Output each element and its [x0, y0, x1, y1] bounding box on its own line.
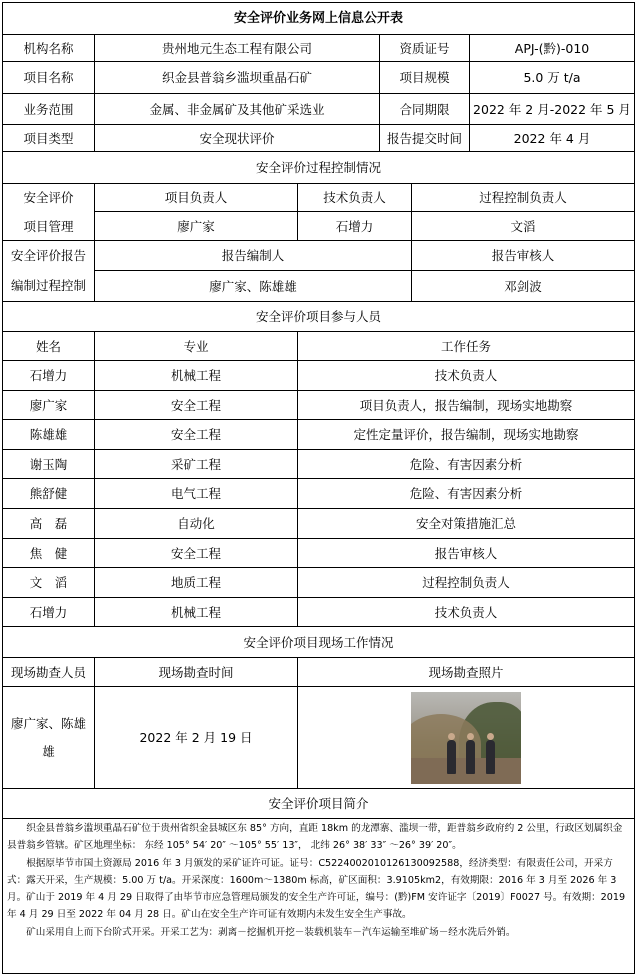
time-header: 现场勘查时间 [94, 657, 298, 687]
scope-label: 业务范围 [2, 93, 95, 125]
report-label-line1: 安全评价报告 [10, 248, 86, 263]
member-name-cell: 焦 健 [2, 538, 95, 568]
member-task-cell: 技术负责人 [297, 597, 635, 627]
report-time-label: 报告提交时间 [379, 124, 470, 152]
intro-heading: 安全评价项目简介 [2, 788, 635, 819]
member-name-cell: 石增力 [2, 360, 95, 391]
member-task-cell: 技术负责人 [297, 360, 635, 391]
member-name-cell: 陈雄雄 [2, 419, 95, 450]
org-value: 贵州地元生态工程有限公司 [94, 34, 380, 62]
author-value: 廖广家、陈雄雄 [94, 270, 412, 302]
ctrl-header: 过程控制负责人 [411, 183, 635, 212]
form-title: 安全评价业务网上信息公开表 [2, 2, 635, 35]
member-task-header: 工作任务 [297, 331, 635, 361]
member-major-cell: 安全工程 [94, 538, 298, 568]
member-major-header: 专业 [94, 331, 298, 361]
pm-header: 项目负责人 [94, 183, 298, 212]
member-task-cell: 过程控制负责人 [297, 567, 635, 598]
intro-body [2, 818, 635, 974]
member-name-cell: 谢玉陶 [2, 449, 95, 479]
type-value: 安全现状评价 [94, 124, 380, 152]
type-label: 项目类型 [2, 124, 95, 152]
member-name-cell: 石增力 [2, 597, 95, 627]
inspectors-value-line1: 廖广家、陈雄 [10, 715, 86, 731]
scope-value: 金属、非金属矿及其他矿采选业 [94, 93, 380, 125]
member-name-cell: 熊舒健 [2, 478, 95, 509]
mgmt-label [2, 183, 95, 241]
project-value: 织金县普翁乡滥坝重晶石矿 [94, 61, 380, 94]
time-value: 2022 年 2 月 19 日 [94, 686, 298, 789]
member-name-cell: 高 磊 [2, 508, 95, 539]
member-major-cell: 自动化 [94, 508, 298, 539]
photo-header: 现场勘查照片 [297, 657, 635, 687]
tech-value: 石增力 [297, 211, 412, 241]
org-label: 机构名称 [2, 34, 95, 62]
report-label-line2: 编制过程控制 [10, 278, 86, 293]
member-task-cell: 定性定量评价，报告编制，现场实地勘察 [297, 419, 635, 450]
reviewer-header: 报告审核人 [411, 240, 635, 271]
cert-label: 资质证号 [379, 34, 470, 62]
member-major-cell: 采矿工程 [94, 449, 298, 479]
inspectors-header: 现场勘查人员 [2, 657, 95, 687]
member-name-cell: 廖广家 [2, 390, 95, 420]
contract-label: 合同期限 [379, 93, 470, 125]
report-time-value: 2022 年 4 月 [469, 124, 635, 152]
member-task-cell: 危险、有害因素分析 [297, 449, 635, 479]
pm-value: 廖广家 [94, 211, 298, 241]
project-label: 项目名称 [2, 61, 95, 94]
member-task-cell: 项目负责人，报告编制，现场实地勘察 [297, 390, 635, 420]
scale-label: 项目规模 [379, 61, 470, 94]
member-task-cell: 危险、有害因素分析 [297, 478, 635, 509]
scale-value: 5.0 万 t/a [469, 61, 635, 94]
member-task-cell: 安全对策措施汇总 [297, 508, 635, 539]
member-major-cell: 机械工程 [94, 360, 298, 391]
member-name-cell: 文 滔 [2, 567, 95, 598]
site-photo [411, 692, 521, 784]
inspectors-value-line2: 雄 [42, 743, 55, 759]
member-task-cell: 报告审核人 [297, 538, 635, 568]
members-heading: 安全评价项目参与人员 [2, 301, 635, 332]
process-heading: 安全评价过程控制情况 [2, 151, 635, 184]
member-major-cell: 地质工程 [94, 567, 298, 598]
member-name-header: 姓名 [2, 331, 95, 361]
contract-value: 2022 年 2 月-2022 年 5 月 [469, 93, 635, 125]
member-major-cell: 安全工程 [94, 390, 298, 420]
intro-paragraph-1: 织金县普翁乡滥坝重晶石矿位于贵州省织金县城区东 85° 方向，直距 18km 的龙潭寨、滥坝一带，距普翁乡政府约 2 公里，行政区划属织金县普翁乡管辖。矿区地理坐标： 东经 105° 54′ 20″ ～105° 55′ 13″， 北纬 26° 38′ 33″ ～26° 39′ 20″。 [7, 823, 623, 852]
intro-paragraph-3: 矿山采用自上而下台阶式开采。开采工艺为：剥离－挖掘机开挖－装载机装车－汽车运输至堆矿场－经水洗后外销。 [26, 926, 516, 938]
photo-cell [297, 686, 635, 789]
tech-header: 技术负责人 [297, 183, 412, 212]
author-header: 报告编制人 [94, 240, 412, 271]
site-heading: 安全评价项目现场工作情况 [2, 626, 635, 658]
member-major-cell: 安全工程 [94, 419, 298, 450]
inspectors-value [2, 686, 95, 789]
intro-paragraph-2: 根据原毕节市国土资源局 2016 年 3 月颁发的采矿证许可证。证号：C5224002010126130092588，经济类型：有限责任公司，开采方式：露天开采，生产规模：5.00 万 t/a。开采深度：1600m～1380m 标高，矿区面积：3.9105km2，有效期限：2016 年 3 月至 2026 年 3 月。矿山于 2019 年 4 月 29 日取得了由毕节市应急管理局颁发的安全生产许可证，编号：(黔)FM 安许证字〔2019〕F0027 号。有效期：2019 年 4 月 29 日至 2022 年 04 月 28 日。矿山在安全生产许可证有效期内未发生安全生产事故。 [7, 857, 626, 921]
mgmt-label-line1: 安全评价 [23, 190, 74, 205]
member-major-cell: 机械工程 [94, 597, 298, 627]
report-control-label [2, 240, 95, 302]
mgmt-label-line2: 项目管理 [23, 219, 74, 234]
member-major-cell: 电气工程 [94, 478, 298, 509]
cert-value: APJ-(黔)-010 [469, 34, 635, 62]
reviewer-value: 邓剑波 [411, 270, 635, 302]
ctrl-value: 文滔 [411, 211, 635, 241]
